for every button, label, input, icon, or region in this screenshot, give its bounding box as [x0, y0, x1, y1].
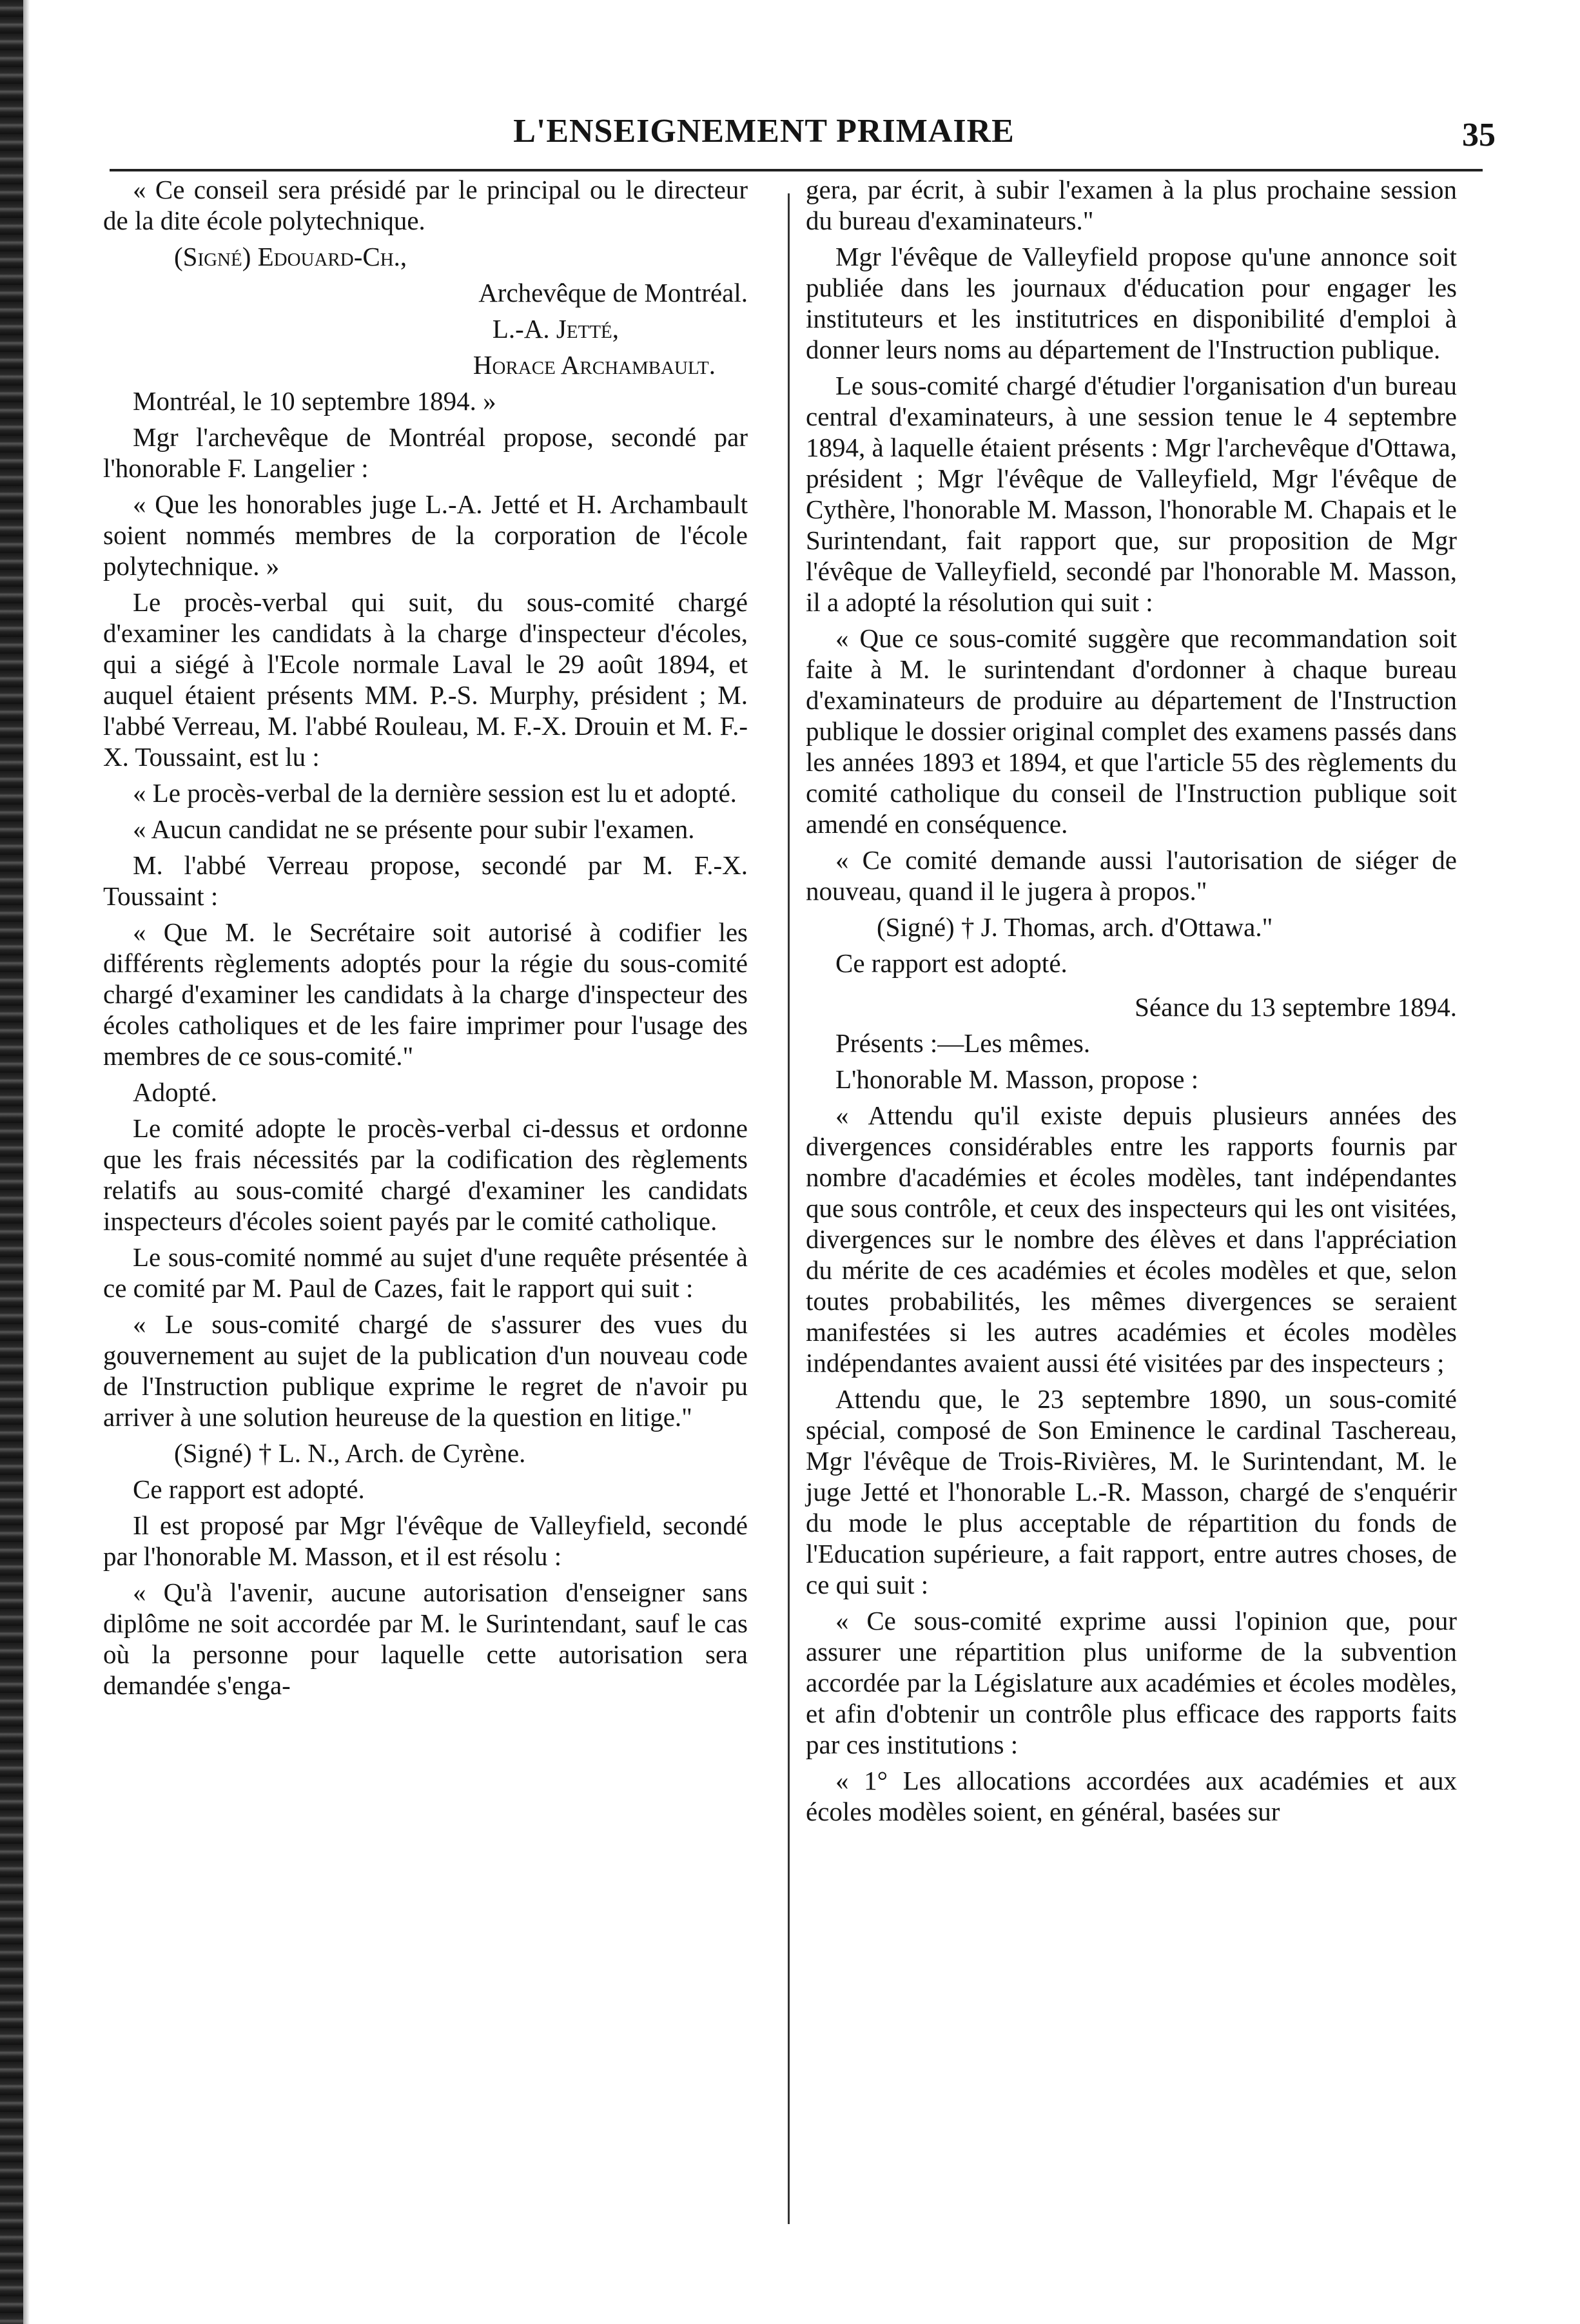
paragraph: « 1° Les allocations accordées aux académies et aux écoles modèles soient, en général, basées sur: [806, 1766, 1457, 1826]
session-heading: Séance du 13 septembre 1894.: [1135, 992, 1457, 1022]
signature-title: Archevêque de Montréal.: [478, 278, 748, 308]
paragraph: Le sous-comité chargé d'étudier l'organisation d'un bureau central d'examinateurs, à une session tenue le 4 septembre 1894, à laquelle étaient présents : Mgr l'archevêque d'Ottawa, président ; Mgr l'évêque de Valleyfield, Mgr l'évêque de Cythère, l'honorable M. Masson, l'honorable M. Chapais et le Surintendant, fait rapport que, sur proposition de Mgr l'évêque de Valleyfield, secondé par l'honorable M. Masson, il a adopté la résolution qui suit :: [806, 371, 1457, 617]
right-column: [806, 174, 1457, 1832]
paragraph: Mgr l'archevêque de Montréal propose, secondé par l'honorable F. Langelier :: [103, 422, 748, 483]
paragraph: « Que ce sous-comité suggère que recommandation soit faite à M. le surintendant d'ordonner à chaque bureau d'examinateurs de produire au département de l'Instruction publique le dossier original complet des examens passés dans les années 1893 et 1894, et que l'article 55 des règlements du comité catholique du conseil de l'Instruction publique soit amendé en conséquence.: [806, 623, 1457, 839]
paragraph: « Attendu qu'il existe depuis plusieurs années des divergences considérables entre les rapports fournis par nombre d'académies et écoles modèles, tant indépendantes que sous contrôle, et ceux des inspecteurs qui les ont visitées, divergences sur le nombre des élèves et dans l'appréciation du mérite de ces académies et écoles modèles et que, selon toutes probabilités, les mêmes divergences se seraient manifestées si les autres académies et écoles modèles indépendantes avaient aussi été visitées par des inspecteurs ;: [806, 1100, 1457, 1378]
signature-line: [103, 241, 748, 272]
signature-name: Horace Archambault.: [473, 350, 716, 380]
header-rule: [110, 169, 1483, 171]
signature-name: L.-A. Jetté,: [492, 314, 619, 344]
dateline: Montréal, le 10 septembre 1894. »: [133, 386, 496, 416]
column-divider: [788, 193, 790, 2224]
paragraph: « Le procès-verbal de la dernière session est lu et adopté.: [133, 778, 737, 808]
book-binding-edge: [0, 0, 23, 2324]
signature-line: (Signé) † J. Thomas, arch. d'Ottawa.": [877, 912, 1273, 942]
page-number: 35: [1462, 117, 1496, 153]
paragraph: Le sous-comité nommé au sujet d'une requête présentée à ce comité par M. Paul de Cazes, fait le rapport qui suit :: [103, 1242, 748, 1303]
page-header: [110, 102, 1496, 160]
paragraph: L'honorable M. Masson, propose :: [835, 1064, 1199, 1094]
paragraph: « Ce comité demande aussi l'autorisation de siéger de nouveau, quand il le jugera à propos.": [806, 845, 1457, 906]
signature-line: (Signé) † L. N., Arch. de Cyrène.: [174, 1438, 526, 1468]
paragraph: « Que les honorables juge L.-A. Jetté et H. Archambault soient nommés membres de la corporation de l'école polytechnique. »: [103, 489, 748, 581]
paragraph: gera, par écrit, à subir l'examen à la plus prochaine session du bureau d'examinateurs.": [806, 175, 1457, 235]
paragraph: Il est proposé par Mgr l'évêque de Valleyfield, secondé par l'honorable M. Masson, et il est résolu :: [103, 1510, 748, 1571]
paragraph: « Que M. le Secrétaire soit autorisé à codifier les différents règlements adoptés pour la régie du sous-comité chargé d'examiner les candidats à la charge d'inspecteur des écoles catholiques et de les faire imprimer pour l'usage des membres de ce sous-comité.": [103, 917, 748, 1071]
left-column: [103, 174, 748, 1706]
paragraph: « Ce sous-comité exprime aussi l'opinion que, pour assurer une répartition plus uniforme de la subvention accordée par la Législature aux académies et écoles modèles, et afin d'obtenir un contrôle plus efficace des rapports faits par ces institutions :: [806, 1606, 1457, 1759]
paragraph: Le procès-verbal qui suit, du sous-comité chargé d'examiner les candidats à la charge d'inspecteur d'écoles, qui a siégé à l'Ecole normale Laval le 29 août 1894, et auquel étaient présents MM. P.-S. Murphy, président ; M. l'abbé Verreau, M. l'abbé Rouleau, M. F.-X. Drouin et M. F.-X. Toussaint, est lu :: [103, 587, 748, 772]
paragraph: Attendu que, le 23 septembre 1890, un sous-comité spécial, composé de Son Eminence le cardinal Taschereau, Mgr l'évêque de Trois-Rivières, M. le Surintendant, M. le juge Jetté et l'honorable L.-R. Masson, chargé de s'enquérir du mode le plus acceptable de répartition du fonds de l'Education supérieure, a fait rapport, entre autres choses, de ce qui suit :: [806, 1384, 1457, 1599]
running-title: L'ENSEIGNEMENT PRIMAIRE: [513, 113, 1015, 150]
paragraph: « Aucun candidat ne se présente pour subir l'examen.: [133, 814, 695, 844]
paragraph: Ce rapport est adopté.: [133, 1474, 365, 1504]
paragraph: Adopté.: [133, 1077, 217, 1107]
signature-name: (Signé) Edouard-Ch.,: [174, 242, 407, 271]
paragraph: Mgr l'évêque de Valleyfield propose qu'une annonce soit publiée dans les journaux d'éducation pour engager les instituteurs et les institutrices en disponibilité d'emploi à donner leurs noms au département de l'Instruction publique.: [806, 242, 1457, 364]
paragraph: Ce rapport est adopté.: [835, 948, 1068, 978]
paragraph: « Qu'à l'avenir, aucune autorisation d'enseigner sans diplôme ne soit accordée par M. le Surintendant, sauf le cas où la personne pour laquelle cette autorisation sera demandée s'enga-: [103, 1577, 748, 1700]
paragraph: « Le sous-comité chargé de s'assurer des vues du gouvernement au sujet de la publication d'un nouveau code de l'Instruction publique exprime le regret de n'avoir pu arriver à une solution heureuse de la question en litige.": [103, 1309, 748, 1432]
paragraph: M. l'abbé Verreau propose, secondé par M. F.-X. Toussaint :: [103, 850, 748, 911]
paragraph: « Ce conseil sera présidé par le principal ou le directeur de la dite école polytechnique.: [103, 175, 748, 235]
paragraph: Présents :—Les mêmes.: [835, 1028, 1091, 1058]
paragraph: Le comité adopte le procès-verbal ci-dessus et ordonne que les frais nécessités par la codification des règlements relatifs au sous-comité chargé d'examiner les candidats inspecteurs d'écoles soient payés par le comité catholique.: [103, 1113, 748, 1236]
